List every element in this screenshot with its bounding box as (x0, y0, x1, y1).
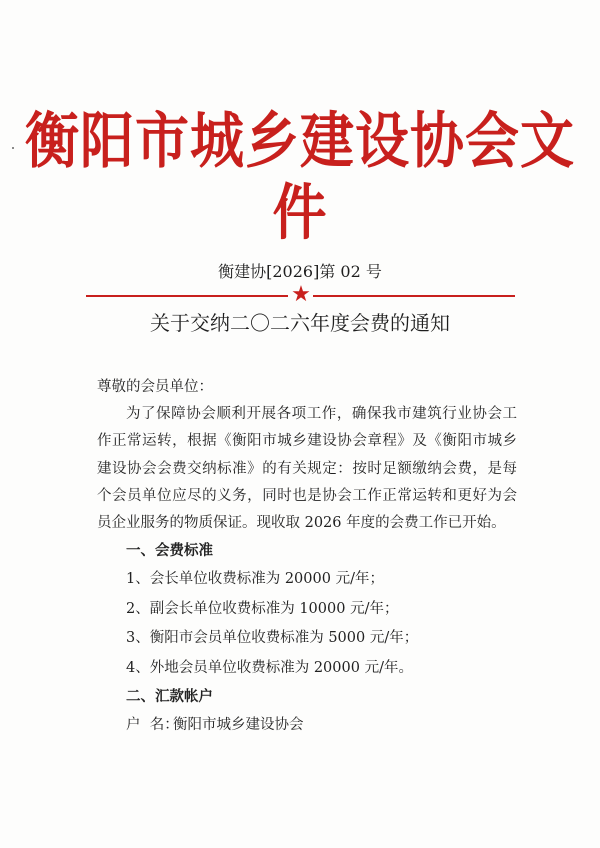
masthead-title: 衡阳市城乡建设协会文件 (25, 104, 575, 248)
red-divider-left (86, 295, 288, 297)
intro-paragraph: 为了保障协会顺利开展各项工作，确保我市建筑行业协会工作正常运转，根据《衡阳市城乡建设协会章程》及《衡阳市城乡建设协会会费交纳标准》的有关规定：按时足额缴纳会费，是每个会员单位应尽的义务，同时也是协会工作正常运转和更好为会员企业服务的物质保证。现收取 2026 年度的会费工作已开始。 (97, 406, 517, 532)
fee-item: 2、副会长单位收费标准为 10000 元/年； (126, 600, 399, 617)
notice-body (97, 374, 517, 741)
fee-item: 1、会长单位收费标准为 20000 元/年； (126, 571, 384, 588)
account-name-label: 户 名： (126, 717, 179, 734)
section-heading-remittance-account: 二、汇款帐户 (126, 689, 213, 706)
section-heading-fee-standard: 一、会费标准 (126, 543, 213, 560)
account-name-value: 衡阳市城乡建设协会 (173, 717, 304, 734)
red-star-icon: ★ (291, 282, 311, 307)
document-number: 衡建协[2026]第 02 号 (218, 262, 382, 281)
notice-title: 关于交纳二〇二六年度会费的通知 (150, 311, 450, 335)
fee-item: 4、外地会员单位收费标准为 20000 元/年。 (126, 659, 413, 676)
scan-speck (12, 147, 14, 149)
fee-item: 3、衡阳市会员单位收费标准为 5000 元/年； (126, 630, 419, 647)
account-name-row (97, 711, 517, 741)
red-divider-right (313, 295, 515, 297)
greeting: 尊敬的会员单位： (97, 379, 213, 395)
